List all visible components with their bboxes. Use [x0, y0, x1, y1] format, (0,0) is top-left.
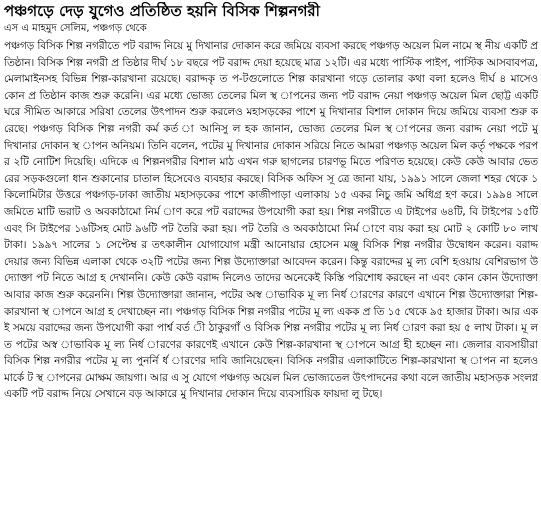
article-body: পঞ্চগড় বিসিক শিল্প নগরীতে পট বরাদ্দ নিয়ে মু দিখানার দোকান করে জমিয়ে ব্যবসা করছে পঞ্চগড় অয়েল মিল নামে স্থ নীয় একটি প্র তিষ্ঠান। বিসিক শিল্প নগরী প্র তিষ্ঠার দীর্ঘ ১৮ বছরে পট বরাদ্দ দেয়া হয়েছে মাত্র ১২টি। এর মধ্যে পাস্টিক পাইপ, পাস্টিক আসবাবপত্র, মেলামাইনসহ বিভিন্ন শিল্প-কারখানা রয়েছে। বরাদ্দকৃ ত প-টগুলোতে শিল্প কারখানা গড়ে তোলার কথা বলা হলেও দীর্ঘ ৪ মাসেও কোন প্র তিষ্ঠান কাজ শুরু করেনি। এর মধ্যে ভোজ্য তেলের মিল স্থ াপনের জন্য পট বরাদ্দ নেয়া পঞ্চগড় অয়েল মিল ছোট্ট একটি ঘরে সীমিত আকারে সরিষা তেলের উৎপাদন শুরু করলেও মহাসড়কের পাশে মু দিখানার বিশাল দোকান দিয়ে জমিয়ে ব্যবসা শুরু করেছে। পঞ্চগড় বিসিক শিল্প নগরী কর্ম কর্ত া আনিসু ল হক জানান, ভোজ্য তেলের মিল স্থ াপনের জন্য বরাদ্দ নেয়া পটে মু দিখানার দোকান স্থ াপন অনিয়ম। তিনি বলেন, পটের মু দিখানার দোকান সরিয়ে নিতে আমরা পঞ্চগড় অয়েল মিল কর্তৃ পক্ষকে পরপর ২টি নোটিশ দিয়েছি। এদিকে এ শিল্পনগরীর বিশাল মাঠ এখন গরু ছাগলের চারণভূ মিতে পরিণত হয়েছে। কেউ কেউ আবার ভেতরের সড়কগুলো ধান শুকানোর চাতাল হিসেবেও ব্যবহার করছে। বিসিক অফিস সূ ত্রে জানা যায়, ১৯৯১ সালে জেলা শহর থেকে ১ কিলোমিটার উত্তরে পঞ্চগড়-ঢাকা জাতীয় মহাসড়কের পাশে কাজীপাড়া এলাকায় ১৫ একর নিচু জমি অধিগ্র হণ করে। ১৯৯৪ সালে জমিতে মাটি ভরাট ও অবকাঠামো নির্ম াণ করে পট বরাদ্দের উপযোগী করা হয়। শিল্প নগরীতে এ টাইপের ৬৪টি, বি টাইপের ১৫টি এবং সি টাইপের ১৬টিসহ মোট ৯৬টি পট তৈরি করা হয়। পট তৈরি ও অবকাঠামো নির্ম াণে ব্যয় করা হয় মোট ২ কোটি ৮০ লাখ টাকা। ১৯৯৭ সালের ১ সেপ্টেম্ব র তৎকালীন যোগাযোগ মন্ত্রী আনোয়ার হোসেন মঞ্জু বিসিক শিল্প নগরীর উদ্বোধন করেন। বরাদ্দ দেয়ার জন্য বিভিন্ন এলাকা থেকে ৩২টি পটের জন্য শিল্প উদ্যোক্তারা আবেদন করেন। কিন্তু বরাদ্দের মু ল্য বেশি হওয়ায় বেশিরভাগ উদ্যোক্তা পট নিতে আগ্র হ দেখাননি। কেউ কেউ বরাদ্দ নিলেও তাদের অনেকেই কিস্তি পরিশোধ করছেন না এবং কোন কোন উদ্যোক্তা আবার কাজ শুরু করেননি। শিল্প উদ্যোক্তারা জানান, পটের অস্ব াভাবিক মূ ল্য নির্ধ ারণের কারণে এখানে শিল্প উদ্যোক্তারা শিল্প-কারখানা স্থ াপনে আগ্র হ দেখাচ্ছেন না। পঞ্চগড় বিসিক শিল্প নগরীর পটের মূ ল্য একক প্র তি ১৫ থেকে ৯৫ হাজার টাকা। আর একই সময়ে বরাদ্দের জন্য উপযোগী করা পার্শ্ব বর্ত ী ঠাকুরগাঁ ও বিসিক শিল্প নগরীর পটের মূ ল্য নির্ধ ারণ করা হয় ৫ লাখ টাকা। মূ লত পটের অস্ব াভাবিক মূ ল্য নির্ধ ারণের কারণেই এখানে কেউ শিল্প-কারখানা স্থ াপনে আগ্র হী হচ্ছেন না। জেলার ব্যবসায়ীরা বিসিক শিল্প নগরীর পটের মূ ল্য পুনর্নি র্ধ ারণের দাবি জানিয়েছেন। বিসিক নগরীর এলাকাটিতে শিল্প-কারখানা স্থ াপন না হলেও মার্কে ট স্থ াপনের মোক্ষম জায়গা। আর এ সু যোগে পঞ্চগড় অয়েল মিল ভোজ্যতেল উৎপাদনের কথা বলে জাতীয় মহাসড়ক সংলগ্ন একটি পট বরাদ্দ নিয়ে সেখানে বড় আকারে মু দিখানার দোকান দিয়ে ব্যবসায়িক ফায়দা লু টছে।	[4, 40, 538, 401]
article-headline: পঞ্চগড়ে দেড় যুগেও প্রতিষ্ঠিত হয়নি বিসিক শিল্পনগরী	[4, 2, 320, 20]
article-byline: এস এ মাহমুদ সেলিম, পঞ্চগড় থেকে	[4, 23, 147, 34]
